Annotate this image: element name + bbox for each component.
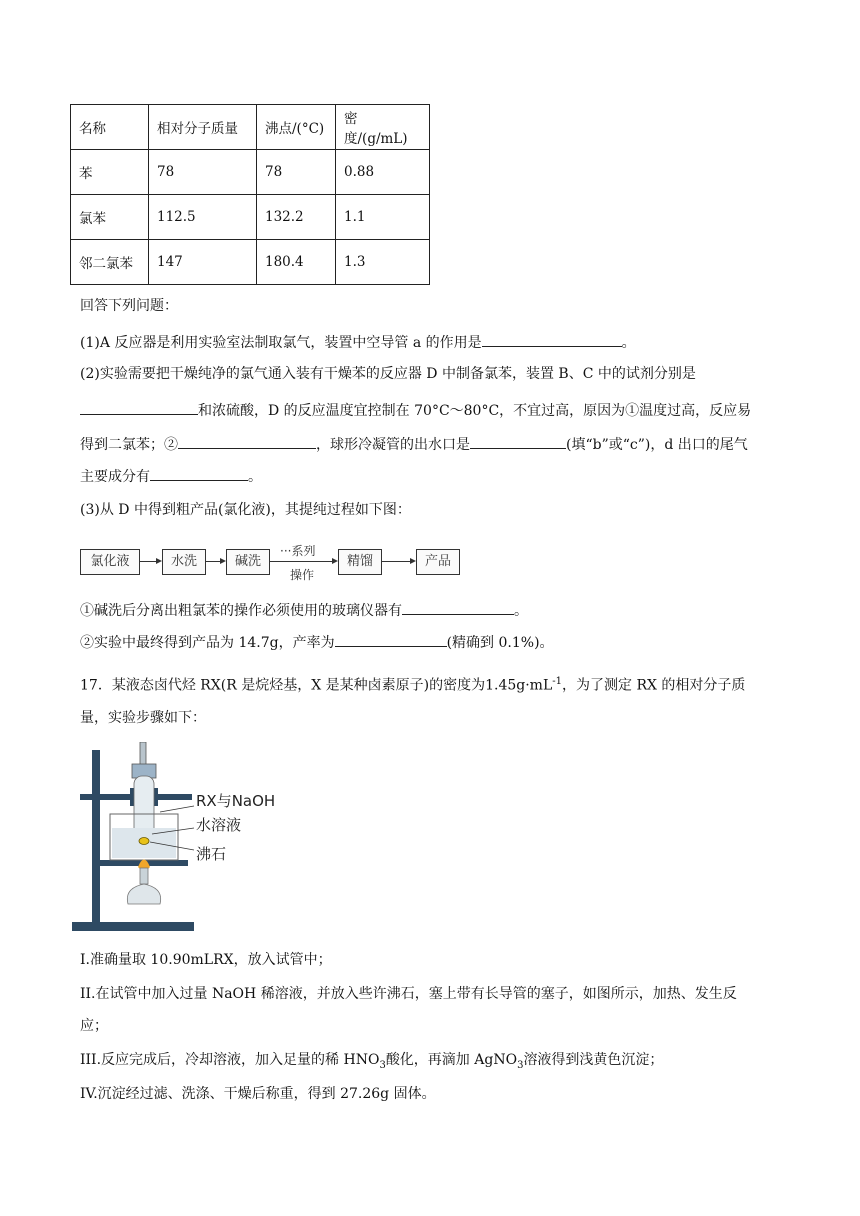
question-2-line-3	[80, 434, 748, 455]
question-3-part-1	[80, 600, 528, 621]
step-3-text-b: 酸化，再滴加 AgNO	[385, 1052, 518, 1068]
question-3-part-2-text: ②实验中最终得到产品为 14.7g，产率为	[80, 635, 335, 651]
step-3-subscript: 3	[379, 1059, 386, 1071]
apparatus-label-solution: 水溶液	[196, 816, 242, 834]
answer-blank	[80, 400, 198, 415]
step-3-text-c: 溶液得到浅黄色沉淀；	[523, 1052, 664, 1068]
table-cell: 苯	[71, 150, 149, 195]
table-cell: 112.5	[149, 195, 257, 240]
question-1-text: (1)A 反应器是利用实验室法制取氯气，装置中空导管 a 的作用是	[80, 335, 482, 351]
flow-step: 产品	[416, 549, 460, 575]
table-row	[71, 150, 430, 195]
question-2-text-b: 和浓硫酸，D 的反应温度宜控制在 70°C～80°C，不宜过高，原因为①温度过高，反应易	[198, 403, 752, 419]
question-17-superscript: -1	[552, 676, 563, 687]
question-3-part-2	[80, 632, 554, 653]
answer-blank	[335, 632, 447, 647]
flow-arrow	[206, 561, 224, 562]
question-3-part-2-end: (精确到 0.1%)。	[446, 635, 554, 651]
answer-blank	[402, 600, 514, 615]
question-2-line-2	[80, 400, 751, 421]
table-cell: 78	[149, 150, 257, 195]
question-2-line-1: (2)实验需要把干燥纯净的氯气通入装有干燥苯的反应器 D 中制备氯苯，装置 B、C 中的试剂分别是	[80, 366, 696, 382]
stand-rod-icon	[92, 750, 100, 926]
question-2-line-4	[80, 466, 262, 487]
flow-step: 氯化液	[80, 549, 140, 575]
question-1-end: 。	[621, 335, 636, 351]
table-cell: 1.1	[336, 195, 430, 240]
table-cell: 132.2	[257, 195, 336, 240]
question-3: (3)从 D 中得到粗产品(氯化液)，其提纯过程如下图：	[80, 502, 411, 518]
flow-step: 水洗	[162, 549, 206, 575]
purification-flowchart	[80, 546, 460, 584]
flow-arrow	[270, 561, 336, 562]
table-cell: 邻二氯苯	[71, 240, 149, 285]
step-3	[80, 1050, 663, 1076]
flow-arrow	[382, 561, 414, 562]
apparatus-label-boiling-chip: 沸石	[196, 845, 227, 863]
step-3-text-a: III.反应完成后，冷却溶液，加入足量的稀 HNO	[80, 1052, 380, 1068]
question-2-text-c2: ，球形冷凝管的出水口是	[316, 437, 470, 453]
long-glass-tube-icon	[140, 742, 146, 766]
apparatus-label-reagents: RX与NaOH	[196, 792, 276, 810]
table-cell: 1.3	[336, 240, 430, 285]
step-2-line-2: 应；	[80, 1018, 108, 1034]
answer-blank	[470, 434, 566, 449]
question-2-text-d1: 主要成分有	[80, 469, 150, 485]
table-header-cell: 名称	[71, 105, 149, 150]
alcohol-lamp-icon	[127, 884, 160, 904]
step-2-line-1: II.在试管中加入过量 NaOH 稀溶液，并放入些许沸石，塞上带有长导管的塞子，如图所示，加热、发生反	[80, 986, 737, 1002]
table-cell: 180.4	[257, 240, 336, 285]
boiling-chip-icon	[139, 838, 149, 845]
table-cell: 氯苯	[71, 195, 149, 240]
step-4: IV.沉淀经过滤、洗涤、干燥后称重，得到 27.26g 固体。	[80, 1086, 436, 1102]
table-header-row	[71, 105, 430, 150]
table-cell: 147	[149, 240, 257, 285]
question-2-text-d2: 。	[248, 469, 262, 485]
table-row	[71, 240, 430, 285]
table-row	[71, 195, 430, 240]
question-3-part-1-text: ①碱洗后分离出粗氯苯的操作必须使用的玻璃仪器有	[80, 603, 402, 619]
question-3-part-1-end: 。	[514, 603, 528, 619]
answer-blank	[482, 332, 622, 347]
reflux-apparatus-diagram	[72, 742, 322, 937]
question-17-text-b: ，为了测定 RX 的相对分子质	[562, 677, 746, 694]
table-cell: 78	[257, 150, 336, 195]
question-17-line-1	[80, 672, 745, 696]
properties-table	[70, 104, 430, 285]
table-cell: 0.88	[336, 150, 430, 195]
table-header-cell: 沸点/(°C)	[257, 105, 336, 150]
question-2-text-c1: 得到二氯苯；②	[80, 437, 178, 453]
question-17-text-a: 17．某液态卤代烃 RX(R 是烷烃基，X 是某种卤素原子)的密度为1.45g·mL	[80, 677, 553, 694]
flow-note-top: ···系列	[280, 544, 316, 558]
flow-step: 精馏	[338, 549, 382, 575]
step-1: I.准确量取 10.90mLRX，放入试管中；	[80, 952, 332, 968]
answer-blank	[150, 466, 248, 481]
flow-arrow	[140, 561, 160, 562]
stand-base-icon	[72, 922, 194, 931]
table-header-cell: 密度/(g/mL)	[336, 105, 430, 150]
table-header-cell: 相对分子质量	[149, 105, 257, 150]
step-3-subscript: 3	[517, 1059, 524, 1071]
intro-text: 回答下列问题：	[80, 298, 178, 314]
answer-blank	[178, 434, 316, 449]
question-2-text-c3: (填“b”或“c”)，d 出口的尾气	[566, 437, 748, 453]
question-17-line-2: 量，实验步骤如下：	[80, 710, 206, 726]
question-1	[80, 332, 636, 353]
flow-note-bottom: 操作	[290, 568, 315, 582]
flow-step: 碱洗	[226, 549, 270, 575]
